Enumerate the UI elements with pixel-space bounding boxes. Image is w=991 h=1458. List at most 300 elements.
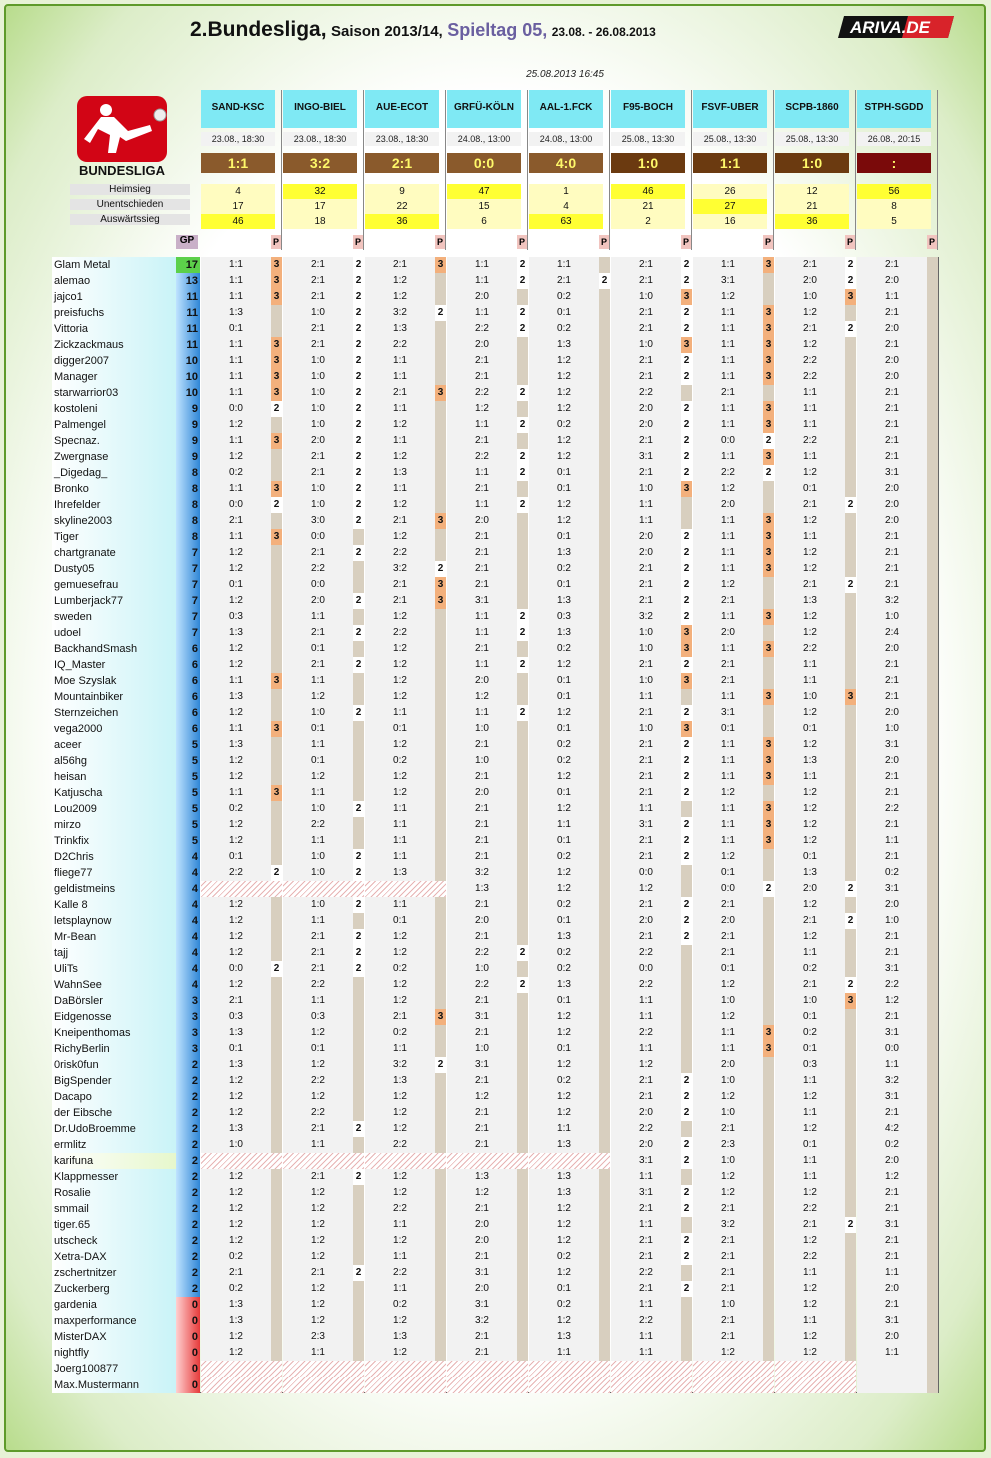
points-cell [435, 961, 446, 977]
table-row [52, 961, 939, 977]
tip-cell: 2:1 [803, 1219, 817, 1230]
tip-cell: 2:1 [803, 499, 817, 510]
player-name[interactable]: Max.Mustermann [54, 1379, 139, 1391]
match-result: 1:1 [693, 153, 767, 173]
match-header-sand-ksc[interactable]: SAND-KSC [201, 90, 275, 128]
points-cell: 2 [353, 849, 364, 865]
match-date: 25.08., 13:30 [693, 132, 767, 146]
match-header-stph-sgdd[interactable]: STPH-SGDD [857, 90, 931, 128]
points-cell [517, 401, 528, 417]
points-cell: 3 [435, 513, 446, 529]
points-cell [599, 497, 610, 513]
tip-cell: 1:2 [229, 451, 243, 462]
points-cell [845, 593, 856, 609]
tip-cell: 2:2 [885, 979, 899, 990]
tip-cell: 3:1 [475, 1059, 489, 1070]
table-row [52, 593, 939, 609]
tip-cell: 1:1 [721, 691, 735, 702]
tip-cell: 1:0 [229, 1139, 243, 1150]
tip-cell: 1:0 [475, 1043, 489, 1054]
points-cell [927, 497, 938, 513]
points-cell: 2 [353, 1121, 364, 1137]
player-name[interactable]: Bronko [54, 483, 89, 495]
player-name[interactable]: Moe Szyslak [54, 675, 117, 687]
tip-cell: 2:1 [721, 659, 735, 670]
player-name[interactable]: letsplaynow [54, 915, 112, 927]
tip-cell: 1:3 [557, 595, 571, 606]
player-name[interactable]: karifuna [52, 1153, 176, 1169]
points-cell [927, 1089, 938, 1105]
player-name[interactable]: MisterDAX [54, 1331, 107, 1343]
column-separator [527, 90, 528, 250]
player-name[interactable]: nightfly [54, 1347, 89, 1359]
points-cell [435, 1041, 446, 1057]
player-name[interactable]: mirzo [54, 819, 81, 831]
points-cell [353, 641, 364, 657]
tip-cell: 1:1 [721, 451, 735, 462]
points-cell [435, 977, 446, 993]
tip-cell: 1:0 [639, 291, 653, 302]
player-name[interactable]: Mountainbiker [54, 691, 124, 703]
points-cell [271, 1297, 282, 1313]
tip-cell: 1:0 [311, 307, 325, 318]
tip-cell: 1:2 [229, 707, 243, 718]
player-name[interactable]: ermlitz [54, 1139, 87, 1151]
player-name[interactable]: Trinkfix [54, 835, 90, 847]
player-score: 5 [176, 785, 200, 801]
match-header-grfü-köln[interactable]: GRFÜ-KÖLN [447, 90, 521, 128]
points-cell: 3 [845, 289, 856, 305]
player-name[interactable]: Rosalie [54, 1187, 91, 1199]
points-cell [435, 1345, 446, 1361]
points-cell [845, 641, 856, 657]
tip-cell: 1:2 [557, 1107, 571, 1118]
player-name[interactable]: smmail [54, 1203, 89, 1215]
player-name[interactable]: Zwergnase [54, 451, 109, 463]
points-cell [599, 1025, 610, 1041]
points-cell [353, 1233, 364, 1249]
player-name[interactable]: Dr.UdoBroemme [54, 1123, 136, 1135]
table-row [52, 833, 939, 849]
points-cell [599, 977, 610, 993]
tip-cell: 1:1 [721, 739, 735, 750]
player-name[interactable]: aceer [54, 739, 82, 751]
points-cell [599, 1073, 610, 1089]
tip-cell: 2:2 [639, 387, 653, 398]
points-cell [845, 1009, 856, 1025]
player-name[interactable]: Joerg100877 [54, 1363, 119, 1375]
tip-cell: 1:1 [721, 611, 735, 622]
player-name[interactable]: Xetra-DAX [54, 1251, 107, 1263]
player-score: 3 [176, 993, 200, 1009]
points-cell [435, 401, 446, 417]
points-cell: 3 [435, 257, 446, 273]
points-cell [763, 481, 774, 497]
player-name[interactable]: Klappmesser [54, 1171, 119, 1183]
match-header-f95-boch[interactable]: F95-BOCH [611, 90, 685, 128]
player-name[interactable]: heisan [54, 771, 87, 783]
player-name[interactable]: Dacapo [54, 1091, 92, 1103]
points-cell [927, 753, 938, 769]
tip-cell: 1:2 [311, 1091, 325, 1102]
points-cell [763, 625, 774, 641]
points-cell [681, 801, 692, 817]
points-cell: 2 [681, 273, 692, 289]
tip-cell: 1:2 [311, 1203, 325, 1214]
player-name[interactable]: Zickzackmaus [54, 339, 124, 351]
points-cell [845, 737, 856, 753]
points-cell [517, 1201, 528, 1217]
points-cell [763, 1137, 774, 1153]
points-cell [517, 1089, 528, 1105]
tip-cell: 0:1 [311, 643, 325, 654]
player-name[interactable]: sweden [54, 611, 92, 623]
player-name[interactable]: Tiger [54, 531, 79, 543]
tip-cell: 0:2 [885, 867, 899, 878]
points-cell [763, 1201, 774, 1217]
tip-cell: 1:2 [311, 1235, 325, 1246]
tip-cell: 1:2 [803, 339, 817, 350]
match-date: 23.08., 18:30 [365, 132, 439, 146]
player-name[interactable]: Ihrefelder [54, 499, 101, 511]
player-name[interactable]: alemao [54, 275, 91, 287]
table-row [52, 673, 939, 689]
tip-cell: 2:2 [311, 979, 325, 990]
player-name[interactable]: D2Chris [54, 851, 94, 863]
points-cell [845, 705, 856, 721]
player-name[interactable]: Palmengel [54, 419, 106, 431]
points-cell [927, 1249, 938, 1265]
points-cell [435, 289, 446, 305]
points-cell [599, 1329, 610, 1345]
player-name[interactable]: vega2000 [54, 723, 103, 735]
points-cell [271, 657, 282, 673]
tip-cell: 2:0 [639, 915, 653, 926]
points-cell: 3 [435, 593, 446, 609]
points-cell [845, 1137, 856, 1153]
tip-cell: 1:2 [311, 1299, 325, 1310]
player-name[interactable]: gemuesefrau [54, 579, 119, 591]
points-cell [927, 1217, 938, 1233]
player-name[interactable]: udoel [54, 627, 81, 639]
player-name[interactable]: Manager [54, 371, 98, 383]
points-cell [599, 929, 610, 945]
player-score: 8 [176, 497, 200, 513]
points-cell: 2 [271, 497, 282, 513]
tip-cell: 1:0 [639, 643, 653, 654]
table-row [52, 1089, 939, 1105]
tip-cell: 1:1 [475, 307, 489, 318]
player-name[interactable]: 0risk0fun [54, 1059, 99, 1071]
tip-cell: 1:2 [885, 995, 899, 1006]
points-cell [927, 737, 938, 753]
points-cell [353, 1313, 364, 1329]
tip-cell: 2:2 [639, 1027, 653, 1038]
tip-cell: 3:1 [885, 467, 899, 478]
points-cell [271, 625, 282, 641]
match-header-aal-1.fck[interactable]: AAL-1.FCK [529, 90, 603, 128]
player-score: 10 [176, 369, 200, 385]
points-cell: 2 [845, 257, 856, 273]
tip-cell: 2:1 [311, 259, 325, 270]
player-name[interactable]: jajco1 [54, 291, 83, 303]
tip-cell: 0:2 [557, 947, 571, 958]
player-name[interactable]: der Eibsche [54, 1107, 113, 1119]
tip-cell: 1:0 [721, 1155, 735, 1166]
points-cell [599, 1265, 610, 1281]
tip-cell: 0:1 [311, 1043, 325, 1054]
match-header-ingo-biel[interactable]: INGO-BIEL [283, 90, 357, 128]
points-cell [681, 1057, 692, 1073]
points-cell: 2 [353, 865, 364, 881]
table-row [52, 401, 939, 417]
tip-cell: 1:2 [721, 1347, 735, 1358]
points-cell [271, 449, 282, 465]
points-cell: 3 [763, 513, 774, 529]
points-cell [845, 801, 856, 817]
points-cell: 2 [681, 593, 692, 609]
points-cell [271, 977, 282, 993]
tip-cell: 0:2 [557, 643, 571, 654]
table-row [52, 737, 939, 753]
tip-cell: 1:2 [803, 1283, 817, 1294]
points-cell [763, 1249, 774, 1265]
points-cell [517, 1009, 528, 1025]
points-cell [927, 945, 938, 961]
player-name[interactable]: preisfuchs [54, 307, 105, 319]
tip-cell: 2:0 [311, 595, 325, 606]
player-name[interactable]: Specnaz. [54, 435, 100, 447]
tip-cell: 1:2 [393, 419, 407, 430]
odds-away: 18 [283, 214, 357, 229]
player-name[interactable]: fliege77 [54, 867, 93, 879]
tip-cell: 2:1 [311, 451, 325, 462]
player-name[interactable]: geldistmeins [54, 883, 116, 895]
tip-cell: 2:1 [885, 1187, 899, 1198]
player-name[interactable]: tiger.65 [54, 1219, 91, 1231]
player-name[interactable]: starwarrior03 [54, 387, 119, 399]
match-result: : [857, 153, 931, 173]
tip-cell: 0:2 [557, 739, 571, 750]
points-cell [927, 865, 938, 881]
player-name[interactable]: BackhandSmash [54, 643, 138, 655]
tip-cell: 2:1 [885, 659, 899, 670]
player-name[interactable]: skyline2003 [54, 515, 113, 527]
player-name[interactable]: Eidgenosse [54, 1011, 112, 1023]
tip-cell: 1:1 [311, 739, 325, 750]
player-score: 8 [176, 465, 200, 481]
player-name[interactable]: Dusty05 [54, 563, 95, 575]
points-cell [271, 1265, 282, 1281]
tip-cell: 1:1 [229, 387, 243, 398]
points-cell [353, 1185, 364, 1201]
match-header-scpb-1860[interactable]: SCPB-1860 [775, 90, 849, 128]
table-row [52, 1121, 939, 1137]
player-name[interactable]: gardenia [54, 1299, 97, 1311]
tip-cell: 2:0 [885, 515, 899, 526]
tip-cell: 1:1 [393, 403, 407, 414]
tip-cell: 2:1 [885, 547, 899, 558]
points-cell [927, 977, 938, 993]
points-cell: 3 [763, 641, 774, 657]
odds-home: 1 [529, 184, 603, 199]
tip-cell: 2:0 [885, 707, 899, 718]
points-cell [845, 1329, 856, 1345]
tip-cell: 1:2 [803, 931, 817, 942]
player-name[interactable]: Lumberjack77 [54, 595, 124, 607]
tip-cell: 1:1 [803, 1155, 817, 1166]
points-cell [353, 1329, 364, 1345]
tip-cell: 2:2 [803, 1251, 817, 1262]
tip-cell: 2:2 [885, 803, 899, 814]
points-cell [927, 625, 938, 641]
points-cell [927, 1297, 938, 1313]
player-name[interactable]: IQ_Master [54, 659, 106, 671]
label-draw: Unentschieden [70, 199, 190, 210]
tip-cell: 2:1 [639, 579, 653, 590]
player-name[interactable]: al56hg [54, 755, 88, 767]
column-separator [609, 90, 610, 250]
tip-cell: 0:1 [803, 1139, 817, 1150]
player-name[interactable]: Mr-Bean [54, 931, 97, 943]
table-row [52, 321, 939, 337]
tip-cell: 1:0 [639, 675, 653, 686]
tip-cell: 0:1 [803, 723, 817, 734]
player-name[interactable]: BigSpender [54, 1075, 112, 1087]
tip-cell: 1:1 [803, 451, 817, 462]
tip-cell: 2:1 [885, 787, 899, 798]
tip-cell: 2:1 [475, 1251, 489, 1262]
tip-cell: 2:1 [475, 547, 489, 558]
tip-cell: 1:1 [721, 371, 735, 382]
points-cell [271, 801, 282, 817]
tip-cell: 0:0 [885, 1043, 899, 1054]
player-name[interactable]: kostoleni [54, 403, 98, 415]
points-cell [435, 1169, 446, 1185]
tip-cell: 1:1 [475, 707, 489, 718]
tip-cell: 1:2 [393, 691, 407, 702]
player-name[interactable]: UliTs [54, 963, 78, 975]
tip-cell: 0:1 [557, 675, 571, 686]
player-score: 6 [176, 673, 200, 689]
points-cell: 2 [681, 897, 692, 913]
tip-cell: 2:1 [475, 995, 489, 1006]
tip-cell: 2:0 [885, 899, 899, 910]
points-cell [927, 1361, 938, 1377]
tip-cell: 1:2 [393, 947, 407, 958]
tip-cell: 1:2 [639, 1059, 653, 1070]
match-header-fsvf-uber[interactable]: FSVF-UBER [693, 90, 767, 128]
points-cell [927, 1265, 938, 1281]
ariva-logo[interactable] [836, 14, 956, 40]
player-name[interactable]: Vittoria [54, 323, 89, 335]
table-row [52, 721, 939, 737]
points-cell: 2 [845, 977, 856, 993]
points-cell [353, 1009, 364, 1025]
player-score: 4 [176, 913, 200, 929]
match-date: 25.08., 13:30 [775, 132, 849, 146]
player-name[interactable]: RichyBerlin [54, 1043, 110, 1055]
player-name[interactable]: Sternzeichen [54, 707, 119, 719]
tip-cell: 2:1 [311, 323, 325, 334]
points-cell [927, 1137, 938, 1153]
points-cell [353, 1281, 364, 1297]
player-name[interactable]: maxperformance [54, 1315, 137, 1327]
points-cell [599, 817, 610, 833]
tip-cell: 2:0 [475, 1235, 489, 1246]
points-cell [435, 1185, 446, 1201]
tip-cell: 1:1 [639, 803, 653, 814]
points-cell: 2 [353, 945, 364, 961]
points-cell [845, 1169, 856, 1185]
points-cell [927, 1233, 938, 1249]
player-score: 11 [176, 321, 200, 337]
tip-cell: 1:0 [639, 627, 653, 638]
player-score: 2 [176, 1233, 200, 1249]
tip-cell: 1:1 [475, 659, 489, 670]
player-score: 11 [176, 289, 200, 305]
tip-cell: 0:1 [557, 787, 571, 798]
points-cell [599, 833, 610, 849]
points-cell [353, 609, 364, 625]
points-header: P [845, 235, 856, 249]
tip-cell: 2:1 [721, 1315, 735, 1326]
tip-cell: 2:1 [639, 1283, 653, 1294]
player-name[interactable]: DaBörsler [54, 995, 103, 1007]
points-cell: 2 [681, 1089, 692, 1105]
points-cell: 2 [517, 417, 528, 433]
player-name[interactable]: Glam Metal [54, 259, 111, 271]
tip-cell: 1:0 [311, 899, 325, 910]
tip-cell: 0:1 [803, 851, 817, 862]
player-name[interactable]: Lou2009 [54, 803, 97, 815]
tip-cell: 1:2 [557, 1059, 571, 1070]
player-name[interactable]: Zuckerberg [54, 1283, 110, 1295]
points-cell [845, 753, 856, 769]
points-cell [681, 1313, 692, 1329]
points-cell [681, 513, 692, 529]
table-row [52, 1377, 939, 1393]
points-cell: 3 [763, 833, 774, 849]
tip-cell: 2:1 [393, 259, 407, 270]
tip-cell: 1:1 [721, 259, 735, 270]
match-header-aue-ecot[interactable]: AUE-ECOT [365, 90, 439, 128]
player-name[interactable]: chartgranate [54, 547, 116, 559]
player-name[interactable]: Kneipenthomas [54, 1027, 131, 1039]
tip-cell: 2:1 [311, 467, 325, 478]
tip-cell: 0:1 [229, 323, 243, 334]
match-result: 2:1 [365, 153, 439, 173]
table-row [52, 817, 939, 833]
player-name[interactable]: zschertnitzer [54, 1267, 117, 1279]
player-score: 3 [176, 1009, 200, 1025]
missing-tip [693, 1377, 774, 1393]
player-name[interactable]: Katjuscha [54, 787, 103, 799]
tip-cell [857, 1377, 927, 1393]
tip-cell: 2:2 [803, 435, 817, 446]
player-name[interactable]: tajj [54, 947, 69, 959]
points-cell: 2 [845, 321, 856, 337]
tip-cell: 1:1 [803, 771, 817, 782]
points-cell [845, 1105, 856, 1121]
tip-cell: 1:2 [803, 515, 817, 526]
player-name[interactable]: utscheck [54, 1235, 98, 1247]
points-cell [517, 881, 528, 897]
player-name[interactable]: WahnSee [54, 979, 102, 991]
player-name[interactable]: digger2007 [54, 355, 110, 367]
player-name[interactable]: _Digedag_ [54, 467, 108, 479]
player-name[interactable]: Kalle 8 [54, 899, 88, 911]
